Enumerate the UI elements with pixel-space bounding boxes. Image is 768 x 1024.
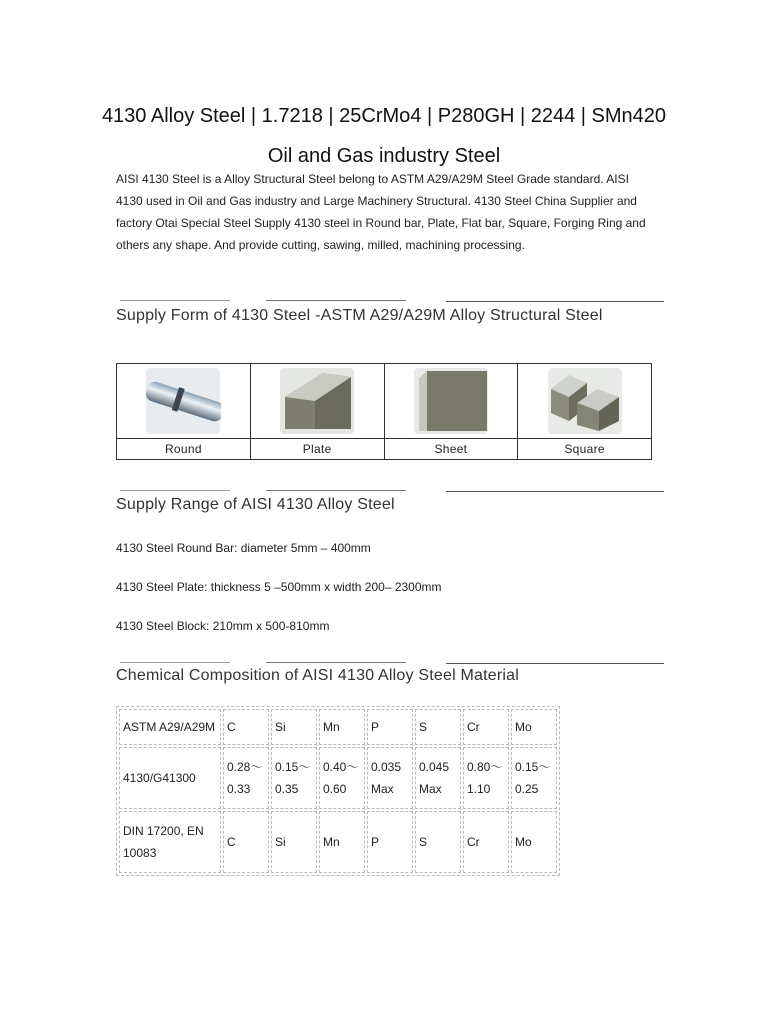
table-cell: C [223, 811, 269, 873]
table-cell: 0.80～1.10 [463, 747, 509, 809]
supply-form-heading: Supply Form of 4130 Steel -ASTM A29/A29M Alloy Structural Steel [116, 307, 603, 324]
table-row [119, 747, 557, 809]
table-cell: DIN 17200, EN 10083 [119, 811, 221, 873]
table-row [119, 709, 557, 745]
table-cell: Cr [463, 811, 509, 873]
table-cell: C [223, 709, 269, 745]
table-cell: ASTM A29/A29M [119, 709, 221, 745]
page-title: 4130 Alloy Steel | 1.7218 | 25CrMo4 | P280GH | 2244 | SMn420 Oil and Gas industry Steel [101, 105, 667, 167]
supply-range-line: 4130 Steel Plate: thickness 5 –500mm x width 200– 2300mm [116, 580, 442, 594]
table-cell: Mn [319, 709, 365, 745]
table-cell: P [367, 811, 413, 873]
section-divider [116, 662, 664, 664]
table-cell: 0.035 Max [367, 747, 413, 809]
supply-form-table [116, 363, 652, 460]
round-bar-icon [145, 367, 221, 435]
table-cell: Si [271, 709, 317, 745]
table-cell: S [415, 811, 461, 873]
supply-form-label: Sheet [434, 442, 468, 456]
sheet-icon [413, 367, 489, 435]
table-cell: 0.40～0.60 [319, 747, 365, 809]
supply-form-cell-plate [251, 364, 385, 459]
table-cell: Mo [511, 709, 557, 745]
supply-form-cell-round [117, 364, 251, 459]
supply-form-label: Plate [302, 442, 332, 456]
table-cell: 0.28～0.33 [223, 747, 269, 809]
section-divider [116, 300, 664, 302]
table-cell: 0.15～0.35 [271, 747, 317, 809]
table-cell: 0.15～0.25 [511, 747, 557, 809]
supply-range-line: 4130 Steel Block: 210mm x 500-810mm [116, 619, 330, 633]
chemical-composition-table [116, 706, 560, 876]
section-divider [116, 490, 664, 492]
supply-form-label: Square [564, 442, 605, 456]
table-cell: Mo [511, 811, 557, 873]
table-cell: P [367, 709, 413, 745]
table-cell: Si [271, 811, 317, 873]
chemical-heading: Chemical Composition of AISI 4130 Alloy Steel Material [116, 667, 519, 684]
plate-icon [279, 367, 355, 435]
supply-form-cell-sheet [385, 364, 519, 459]
table-cell: 0.045 Max [415, 747, 461, 809]
square-bar-icon [547, 367, 623, 435]
table-cell: Mn [319, 811, 365, 873]
table-cell: Cr [463, 709, 509, 745]
supply-form-cell-square [518, 364, 651, 459]
supply-range-heading: Supply Range of AISI 4130 Alloy Steel [116, 496, 395, 513]
intro-paragraph: AISI 4130 Steel is a Alloy Structural Steel belong to ASTM A29/A29M Steel Grade standard. AISI 4130 used in Oil and Gas industry and Large Machinery Structural. 4130 Steel China Supplier and factory Otai Special Steel Supply 4130 steel in Round bar, Plate, Flat bar, Square, Forging Ring and others any shape. And provide cutting, sawing, milled, machining processing. [116, 172, 646, 252]
table-cell: 4130/G41300 [119, 747, 221, 809]
table-row [119, 811, 557, 873]
supply-form-label: Round [164, 442, 202, 456]
table-cell: S [415, 709, 461, 745]
supply-range-line: 4130 Steel Round Bar: diameter 5mm – 400mm [116, 541, 371, 555]
